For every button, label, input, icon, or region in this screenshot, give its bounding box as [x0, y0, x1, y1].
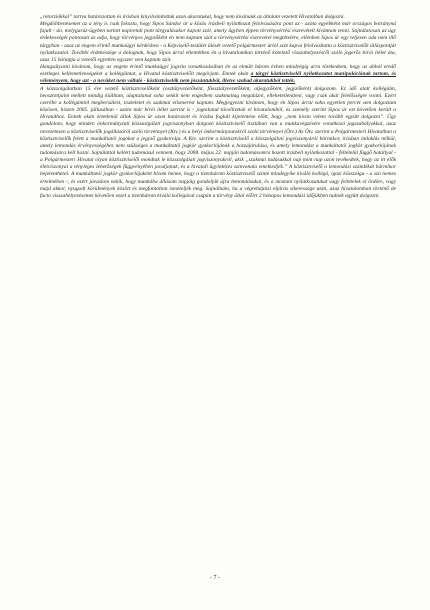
- paragraph-text: Hangsúlyozni kívánom, hogy az engem érintő munkaügyi jogvita vonatkozásában én az elmúlt három évben mindvégig arra törekedtem, hogy az abból eredő esetleges kellemetlenségeket a kollégáimat, a Hivatal köztisztviselőit megóvjam. Ennek okán: [40, 64, 396, 78]
- paragraph-text: „retorziókkal” tartva határozottan és írásban kinyilvánítottuk azon akaratukat, hogy nem kívánunk az általam vezetett Hivatalban dolgozni.: [40, 14, 345, 20]
- underlined-emphasis: a tárgyi köztisztviselői nyilatkozatot manipulációnak tartom, és véleményem, hogy azt - a nevüket nem vállaló - köztisztviselők nem jószántukból, illetve szabad akaratukból tették.: [40, 71, 396, 85]
- paragraph-text: A közszolgálatban 15 éve vezető köztisztviselőként (osztályvezetőként, főosztályvezetőként, aljegyzőként, jegyzőként) dolgozom. Ez idő alatt kollégáim, beosztottjaim mellett mindig kiálltam, alaptalanul soha senkit nem engedtem szakmailag megalázni, ellehetetleníteni, vagy csak akár felelősségre vonni. Ezért cserébe a kollégámtól megbecsülést, tiszteletet és szakmai elismerést kaptam. Megjegyezni kívánom, hogy én Sipos úrral soha egyetlen percet sem dolgoztam közösen, hiszen 2005. júliusában - azóta már bírói ítélet szerint is - jogtalanul távolítottak el hivatalomból, és személy szerint Sipos úr ezt követően került a Hivatalhoz. Ennek okán értetlenül állok Sipos úr azon határozott és írásba foglalt kijelentése előtt, hogy „nem kíván velem tovább együtt dolgozni”. Úgy gondolom, hogy minden önkormányzati közszolgálati jogviszonyban dolgozó köztisztviselő tisztában van a munkavégzésére vonatkozó jogszabályokkal, azaz nevezetesen a köztisztviselők jogállásáról szóló törvénnyel (Ktv.) és a helyi önkormányzatokról szóló törvénnyel (Ötv.) Az Ötv. szerint a Polgármesteri Hivatalban a köztisztviselők felett a munkáltatói jogokat a jegyző gyakorolja. A Ktv. szerint a köztisztviselő a közszolgálati jogviszonyáról bármikor, írásban indoklás nélkül, amely lemondás érvényességéhez nem szükséges a munkáltatói jogkör gyakorlójának a hozzájárulása, és amely lemondást a munkáltatói jogkör gyakorlójának tudomására kell hozni. Sajnálattal kellett tudomásul vennem, hogy 2008. május 22. napján tudomásomra hozott írásbeli nyilatkozattal - feltételül függő hatállyal - a Polgármesteri Hivatal olyan köztisztviselői mondtak le közszolgálati jogviszonyukról, akik „szakmai tudásukkal nap mint nap azon tevékedtek, hogy az itt élők életviszonyai a tényleges lehetőségek függvényében javuljanak, és a hivatali ügyintézés színvonala emelkedjék.” A köztisztviselő a lemondási szándékát bármikor bejelenthetni. A munkáltatói jogkör gyakorlójaként bízom benne, hogy a tizenhárom köztisztviselő szinte mindegyike kiváló kollégá, igazi közszolga - a szó nemes értelmében -, és ezért javaslom nekik, hogy munkába állásom napjáig gondolják újra lemondásukat, és a mostani nyilatkozatukat vagy feltételek el ördöre, vagy majd akkor, nyugodt körülmények között és megfontoltan ismételjék meg. Sajnálnám, ha a végrehajtási eljárás sikeressége után, azaz hivatalomban történő de facto visszahelyezésemet követően ezzel a tizenhárom kiváló kollégával csupán a törvény által előírt 2 hónapos lemondási időjükben tudnék együtt dolgozni.: [40, 85, 396, 199]
- paragraph: [40, 64, 396, 85]
- paragraph: [40, 21, 396, 64]
- body-text: [40, 14, 396, 200]
- paragraph: [40, 86, 396, 201]
- page-number: - 7 -: [210, 575, 220, 581]
- paragraph-text: Megdöbbenésemet az a tény is csak fokozta, hogy Sipos Sándor úr a közös írásbeli nyilatkozat felolvasására pont az - azóta egyébként már országos botrányná fajult - ún. melygaráz-ügyben tartott napirendi pont tárgyalásakor kapott szót, amely ügyben éppen törvénysértési észrevételt kívántam tenni. Sajnálatosan az úgy érdekességét pontosan az adja, hogy törvényes jegyzőként én nem kaptam szót a törvénysértési észrevétel megtételére, ellenben Sipos úr egy teljesen oda nem illő tárgyban - azaz az engem érintő munkaügyi kérdésben - a Képviselő-testület ülését vezető polgármester úrtól szót kapva felolvashatta a köztisztviselők álláspontját nyilatkozatot. További érdekessége a dolognak, hogy Sipos úrral ellentétben én a hivatalomban történő kötelező visszahelyezésről szóló jogerős bírói ítélet óta, azaz 15 hónapja a vezetői egyetlen egyszer sem kaptam szót.: [40, 21, 396, 63]
